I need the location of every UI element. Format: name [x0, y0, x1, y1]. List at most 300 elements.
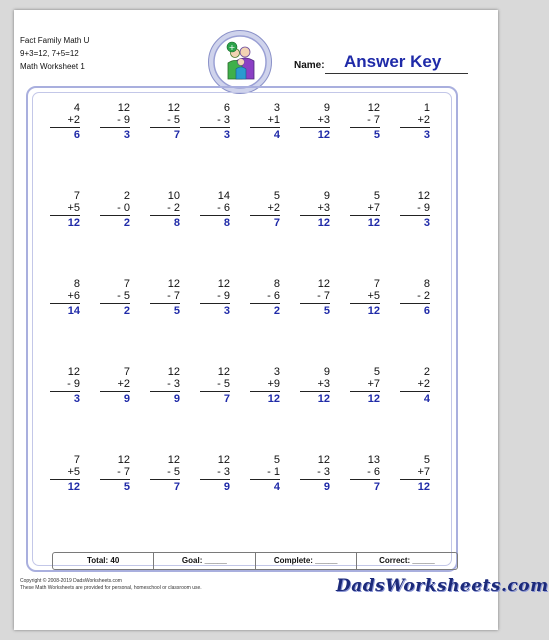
problem: [190, 278, 240, 366]
problem-top-number: 12: [117, 454, 130, 466]
problem-answer: 6: [73, 129, 80, 141]
problem: [90, 278, 140, 366]
problem-top-number: 4: [73, 102, 80, 114]
problem-operator-line: [400, 466, 430, 478]
problem-answer: 5: [173, 305, 180, 317]
problem: [340, 278, 390, 366]
worksheet-header: [20, 34, 89, 73]
problem: [90, 366, 140, 454]
problem-answer: 7: [223, 393, 230, 405]
problem: [40, 454, 90, 542]
problem-top-number: 3: [273, 366, 280, 378]
problem-answer: 9: [223, 481, 230, 493]
problem-answer: 7: [173, 481, 180, 493]
problem-bottom-number: 5: [173, 466, 180, 478]
problem-answer: 3: [423, 217, 430, 229]
problem-operator-line: [50, 378, 80, 390]
problem-answer: 12: [417, 481, 430, 493]
sum-line: [250, 127, 280, 128]
problem-operator-line: [300, 290, 330, 302]
problem-bottom-number: 5: [223, 378, 230, 390]
problem-operator-line: [200, 378, 230, 390]
problem-stack: [400, 454, 430, 493]
problem: [240, 190, 290, 278]
problem: [290, 278, 340, 366]
problem-top-number: 12: [167, 454, 180, 466]
problem-stack: [150, 102, 180, 141]
problem-bottom-number: 7: [373, 378, 380, 390]
problem-answer: 3: [73, 393, 80, 405]
problem-stack: [350, 190, 380, 229]
problem: [40, 190, 90, 278]
problem-top-number: 1: [423, 102, 430, 114]
operator-sign: -: [167, 202, 171, 214]
problem-answer: 12: [67, 217, 80, 229]
sum-line: [300, 215, 330, 216]
problem-bottom-number: 6: [373, 466, 380, 478]
problem-stack: [300, 190, 330, 229]
problem-operator-line: [400, 378, 430, 390]
problem: [140, 190, 190, 278]
problem-top-number: 9: [323, 102, 330, 114]
problem: [90, 454, 140, 542]
sum-line: [250, 303, 280, 304]
problem-top-number: 12: [167, 278, 180, 290]
problem-stack: [400, 190, 430, 229]
problem-operator-line: [250, 114, 280, 126]
problem-stack: [250, 190, 280, 229]
operator-sign: -: [67, 378, 71, 390]
problem-bottom-number: 9: [223, 290, 230, 302]
problem-answer: 9: [323, 481, 330, 493]
sum-line: [400, 391, 430, 392]
problem: [240, 454, 290, 542]
sum-line: [250, 215, 280, 216]
operator-sign: +: [317, 202, 324, 214]
problem-bottom-number: 5: [73, 202, 80, 214]
problem: [190, 454, 240, 542]
problem-stack: [200, 454, 230, 493]
sum-line: [350, 127, 380, 128]
problem-bottom-number: 1: [273, 466, 280, 478]
problem-top-number: 13: [367, 454, 380, 466]
problem-stack: [300, 278, 330, 317]
problem-stack: [400, 278, 430, 317]
problem-answer: 3: [423, 129, 430, 141]
problem-top-number: 12: [217, 366, 230, 378]
sum-line: [300, 303, 330, 304]
sum-line: [150, 303, 180, 304]
problem-bottom-number: 2: [423, 378, 430, 390]
problem-bottom-number: 3: [323, 466, 330, 478]
worksheet-subtitle: Math Worksheet 1: [20, 62, 85, 71]
problem-bottom-number: 5: [173, 114, 180, 126]
complete-cell: Complete: _____: [256, 553, 357, 569]
operator-sign: -: [167, 378, 171, 390]
problem-answer: 5: [123, 481, 130, 493]
problem-top-number: 9: [323, 190, 330, 202]
problem-stack: [250, 454, 280, 493]
sum-line: [300, 127, 330, 128]
problem-operator-line: [150, 114, 180, 126]
problem-stack: [50, 278, 80, 317]
sum-line: [200, 127, 230, 128]
copyright-notice: [20, 578, 202, 592]
problem-answer: 4: [273, 481, 280, 493]
problem-stack: [150, 278, 180, 317]
problem-operator-line: [200, 114, 230, 126]
operator-sign: -: [117, 202, 121, 214]
problem-answer: 14: [67, 305, 80, 317]
problem: [240, 278, 290, 366]
sum-line: [400, 303, 430, 304]
operator-sign: +: [267, 378, 274, 390]
problem-bottom-number: 3: [223, 466, 230, 478]
problem-operator-line: [300, 114, 330, 126]
problem-bottom-number: 6: [273, 290, 280, 302]
problem-top-number: 5: [273, 454, 280, 466]
operator-sign: -: [267, 290, 271, 302]
name-label: Name:: [294, 60, 325, 71]
problem-top-number: 5: [273, 190, 280, 202]
problem-operator-line: [250, 378, 280, 390]
problem-answer: 2: [123, 305, 130, 317]
problem-answer: 8: [223, 217, 230, 229]
problem-bottom-number: 7: [373, 202, 380, 214]
operator-sign: -: [267, 466, 271, 478]
problem-answer: 4: [423, 393, 430, 405]
problem-top-number: 12: [167, 102, 180, 114]
problem-operator-line: [50, 114, 80, 126]
problem-answer: 8: [173, 217, 180, 229]
problem-stack: [350, 454, 380, 493]
operator-sign: +: [67, 114, 74, 126]
usage-line: These Math Worksheets are provided for personal, homeschool or classroom use.: [20, 585, 202, 591]
operator-sign: -: [217, 114, 221, 126]
problem-bottom-number: 2: [73, 114, 80, 126]
problem-top-number: 10: [167, 190, 180, 202]
sum-line: [50, 215, 80, 216]
problem-top-number: 7: [123, 278, 130, 290]
sum-line: [350, 391, 380, 392]
problem-operator-line: [200, 466, 230, 478]
sum-line: [50, 303, 80, 304]
operator-sign: +: [367, 378, 374, 390]
problem-bottom-number: 2: [123, 378, 130, 390]
problem-operator-line: [150, 466, 180, 478]
operator-sign: +: [117, 378, 124, 390]
problem: [390, 366, 440, 454]
problem: [390, 278, 440, 366]
problem: [40, 102, 90, 190]
score-box: [52, 552, 458, 570]
problem-bottom-number: 3: [223, 114, 230, 126]
operator-sign: -: [117, 290, 121, 302]
problem-stack: [200, 366, 230, 405]
problem-answer: 12: [267, 393, 280, 405]
operator-sign: -: [217, 378, 221, 390]
sum-line: [350, 303, 380, 304]
operator-sign: +: [67, 466, 74, 478]
problem-answer: 12: [317, 129, 330, 141]
problem-top-number: 8: [273, 278, 280, 290]
problem: [290, 102, 340, 190]
problem-answer: 5: [323, 305, 330, 317]
problem-operator-line: [350, 202, 380, 214]
problem-bottom-number: 7: [123, 466, 130, 478]
problem-operator-line: [350, 466, 380, 478]
problem-stack: [200, 102, 230, 141]
worksheet-title: Fact Family Math U: [20, 36, 90, 45]
problem-stack: [300, 454, 330, 493]
problem-stack: [350, 278, 380, 317]
problem-answer: 9: [123, 393, 130, 405]
problem-top-number: 5: [423, 454, 430, 466]
problem: [190, 102, 240, 190]
problem-stack: [100, 190, 130, 229]
sum-line: [200, 479, 230, 480]
correct-cell: Correct: _____: [379, 556, 435, 565]
operator-sign: -: [167, 466, 171, 478]
problem-operator-line: [100, 290, 130, 302]
operator-sign: +: [367, 202, 374, 214]
sum-line: [400, 127, 430, 128]
problem-top-number: 12: [117, 102, 130, 114]
sum-line: [400, 479, 430, 480]
problem-answer: 7: [273, 217, 280, 229]
operator-sign: -: [117, 114, 121, 126]
problem-bottom-number: 3: [173, 378, 180, 390]
problem-top-number: 7: [73, 190, 80, 202]
problem-answer: 12: [317, 393, 330, 405]
problem: [340, 454, 390, 542]
sum-line: [300, 479, 330, 480]
family-logo-icon: [208, 30, 272, 94]
problem-bottom-number: 9: [73, 378, 80, 390]
problem-operator-line: [150, 202, 180, 214]
operator-sign: -: [167, 114, 171, 126]
problem-answer: 3: [123, 129, 130, 141]
problem-top-number: 7: [373, 278, 380, 290]
problem-operator-line: [400, 290, 430, 302]
problem-top-number: 2: [123, 190, 130, 202]
problem-bottom-number: 9: [423, 202, 430, 214]
problem-operator-line: [350, 290, 380, 302]
problem-stack: [150, 454, 180, 493]
problem: [390, 454, 440, 542]
problem-top-number: 6: [223, 102, 230, 114]
problem-operator-line: [350, 378, 380, 390]
problem-operator-line: [150, 378, 180, 390]
operator-sign: -: [217, 290, 221, 302]
problem-operator-line: [400, 202, 430, 214]
problem-answer: 3: [223, 129, 230, 141]
problem-operator-line: [100, 202, 130, 214]
problem-stack: [100, 278, 130, 317]
problem-stack: [50, 102, 80, 141]
problem-stack: [250, 102, 280, 141]
problem-bottom-number: 7: [173, 290, 180, 302]
problem-operator-line: [350, 114, 380, 126]
problem-operator-line: [250, 466, 280, 478]
problem-operator-line: [200, 202, 230, 214]
sum-line: [150, 479, 180, 480]
problem-bottom-number: 6: [223, 202, 230, 214]
sum-line: [200, 303, 230, 304]
operator-sign: -: [317, 290, 321, 302]
problem-bottom-number: 7: [323, 290, 330, 302]
problem-operator-line: [50, 202, 80, 214]
problem: [240, 102, 290, 190]
problem: [140, 366, 190, 454]
problem-stack: [400, 366, 430, 405]
goal-cell: Goal: _____: [154, 553, 255, 569]
problem: [140, 454, 190, 542]
problem-answer: 2: [273, 305, 280, 317]
problem-top-number: 12: [67, 366, 80, 378]
sum-line: [100, 127, 130, 128]
problem-top-number: 2: [423, 366, 430, 378]
problem-bottom-number: 1: [273, 114, 280, 126]
problem-top-number: 12: [167, 366, 180, 378]
operator-sign: -: [167, 290, 171, 302]
sum-line: [350, 479, 380, 480]
problem: [340, 102, 390, 190]
operator-sign: +: [317, 114, 324, 126]
operator-sign: -: [367, 114, 371, 126]
problem-top-number: 12: [417, 190, 430, 202]
operator-sign: +: [417, 378, 424, 390]
problem-stack: [100, 366, 130, 405]
worksheet-facts: 9+3=12, 7+5=12: [20, 49, 79, 58]
name-field: [294, 52, 478, 74]
operator-sign: +: [317, 378, 324, 390]
problem: [140, 278, 190, 366]
problem-top-number: 12: [217, 278, 230, 290]
problem-answer: 3: [223, 305, 230, 317]
total-cell: Total: 40: [53, 553, 154, 569]
sum-line: [50, 391, 80, 392]
problem-bottom-number: 2: [273, 202, 280, 214]
problem-operator-line: [100, 114, 130, 126]
problem: [390, 190, 440, 278]
problem: [290, 366, 340, 454]
copyright-line: Copyright © 2008-2019 DadsWorksheets.com: [20, 578, 122, 584]
problem-answer: 7: [373, 481, 380, 493]
problem-answer: 5: [373, 129, 380, 141]
problem: [290, 190, 340, 278]
sum-line: [400, 215, 430, 216]
problem-bottom-number: 5: [373, 290, 380, 302]
operator-sign: +: [417, 114, 424, 126]
problem-top-number: 12: [317, 454, 330, 466]
problem-bottom-number: 3: [323, 378, 330, 390]
problem-top-number: 12: [317, 278, 330, 290]
problem-operator-line: [100, 378, 130, 390]
sum-line: [200, 215, 230, 216]
problem-operator-line: [150, 290, 180, 302]
operator-sign: -: [367, 466, 371, 478]
problem-answer: 9: [173, 393, 180, 405]
sum-line: [150, 391, 180, 392]
problem-answer: 12: [317, 217, 330, 229]
problem-bottom-number: 5: [73, 466, 80, 478]
operator-sign: +: [367, 290, 374, 302]
problem: [340, 190, 390, 278]
problem: [290, 454, 340, 542]
problem-bottom-number: 2: [423, 114, 430, 126]
problem-answer: 2: [123, 217, 130, 229]
operator-sign: +: [267, 114, 274, 126]
operator-sign: -: [417, 290, 421, 302]
problem-answer: 7: [173, 129, 180, 141]
problem-top-number: 12: [367, 102, 380, 114]
sum-line: [300, 391, 330, 392]
problem-answer: 6: [423, 305, 430, 317]
problem-top-number: 5: [373, 190, 380, 202]
problem-stack: [400, 102, 430, 141]
brand-logo: DadsWorksheets.com: [336, 576, 549, 596]
problem-stack: [200, 278, 230, 317]
problem-stack: [150, 366, 180, 405]
problem-stack: [300, 366, 330, 405]
problem-operator-line: [300, 378, 330, 390]
problem-top-number: 8: [73, 278, 80, 290]
problem-bottom-number: 2: [173, 202, 180, 214]
problem: [40, 278, 90, 366]
problem: [390, 102, 440, 190]
problem-operator-line: [100, 466, 130, 478]
problem-stack: [250, 278, 280, 317]
sum-line: [100, 215, 130, 216]
sum-line: [100, 391, 130, 392]
problem: [190, 190, 240, 278]
problem-operator-line: [400, 114, 430, 126]
name-underline: [325, 73, 468, 74]
problem-bottom-number: 9: [273, 378, 280, 390]
operator-sign: -: [217, 202, 221, 214]
problem-stack: [200, 190, 230, 229]
problem-top-number: 5: [373, 366, 380, 378]
problem: [140, 102, 190, 190]
sum-line: [100, 479, 130, 480]
problem-stack: [350, 366, 380, 405]
problem: [90, 190, 140, 278]
operator-sign: +: [67, 202, 74, 214]
problem-stack: [250, 366, 280, 405]
problem-stack: [350, 102, 380, 141]
problem-operator-line: [250, 202, 280, 214]
problem-answer: 12: [67, 481, 80, 493]
operator-sign: -: [417, 202, 421, 214]
sum-line: [150, 127, 180, 128]
problem-answer: 4: [273, 129, 280, 141]
problem-stack: [50, 454, 80, 493]
problem-top-number: 9: [323, 366, 330, 378]
problem-top-number: 7: [123, 366, 130, 378]
problem-bottom-number: 3: [323, 202, 330, 214]
sum-line: [200, 391, 230, 392]
answer-key-label: Answer Key: [344, 52, 442, 71]
problem-stack: [300, 102, 330, 141]
problem-answer: 12: [367, 217, 380, 229]
problem-stack: [50, 366, 80, 405]
problem-operator-line: [50, 466, 80, 478]
sum-line: [100, 303, 130, 304]
operator-sign: -: [117, 466, 121, 478]
problem-top-number: 12: [217, 454, 230, 466]
problem-operator-line: [50, 290, 80, 302]
